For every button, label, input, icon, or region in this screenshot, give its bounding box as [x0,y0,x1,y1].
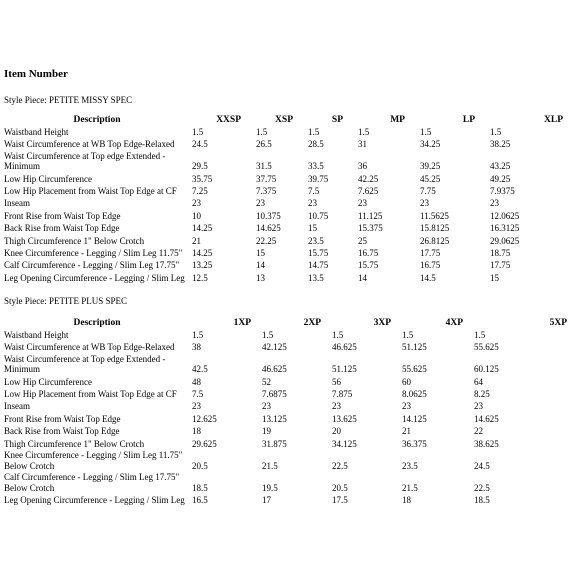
measurement-value: 16.3125 [490,223,520,234]
plus-style-piece-label: Style Piece: PETITE PLUS SPEC [4,296,128,306]
measurement-value: 7.25 [192,186,208,197]
table-row [3,400,577,412]
measurement-description: Inseam [4,401,30,412]
measurement-value: 33.5 [308,161,324,172]
measurement-value: 14.125 [402,413,427,424]
measurement-value: 13 [256,272,265,283]
measurement-value: 23 [490,198,499,209]
measurement-value: 10.75 [308,210,329,221]
measurement-value: 7.875 [332,389,353,400]
plus-table-body [3,328,577,506]
measurement-description: Thigh Circumference 1" Below Crotch [4,235,145,246]
measurement-value: 1.5 [192,126,204,137]
missy-spec-table [3,113,577,283]
description-column-header: Description [73,114,121,125]
measurement-description: Inseam [4,198,30,209]
measurement-value: 45.25 [420,173,441,184]
size-column-header: XXSP [216,114,241,125]
measurement-value: 22.5 [332,460,348,471]
table-row [3,353,577,375]
measurement-value: 23 [402,401,411,412]
measurement-value: 42.5 [192,364,208,375]
plus-spec-table [3,316,577,506]
measurement-value: 1.5 [332,329,344,340]
table-row [3,437,577,449]
table-row [3,387,577,399]
measurement-value: 7.9375 [490,186,515,197]
measurement-value: 23 [192,401,201,412]
measurement-value: 17.75 [490,260,511,271]
table-row [3,197,577,209]
measurement-value: 1.5 [256,126,268,137]
measurement-value: 16.75 [358,248,379,259]
measurement-value: 7.625 [358,186,379,197]
measurement-description: Knee Circumference - Legging / Slim Leg 11.75" [4,248,183,259]
table-row [3,328,577,340]
measurement-value: 18.75 [490,248,511,259]
measurement-value: 14.25 [192,223,213,234]
measurement-value: 21 [192,235,201,246]
size-column-header: MP [390,114,405,125]
measurement-value: 34.125 [332,438,357,449]
measurement-value: 21 [402,426,411,437]
table-row [3,137,577,149]
measurement-value: 23 [262,401,271,412]
size-column-header: SP [331,114,343,125]
measurement-description: Front Rise from Waist Top Edge [4,413,121,424]
size-column-header: 4XP [445,317,463,328]
table-row [3,449,577,471]
table-row [3,125,577,137]
measurement-value: 11.5625 [420,210,449,221]
missy-style-piece-label: Style Piece: PETITE MISSY SPEC [4,95,133,105]
measurement-value: 26.5 [256,139,272,150]
missy-header-row [3,113,577,125]
measurement-description: Waist Circumference at Top edge Extended - Minimum [4,150,166,172]
measurement-description: Waistband Height [4,329,69,340]
measurement-description: Thigh Circumference 1" Below Crotch [4,438,145,449]
measurement-value: 24.5 [192,139,208,150]
table-row [3,271,577,283]
measurement-description: Waist Circumference at Top edge Extended - Minimum [4,353,166,375]
measurement-value: 38.625 [474,438,499,449]
table-row [3,246,577,258]
measurement-value: 31.5 [256,161,272,172]
measurement-description: Leg Opening Circumference - Legging / Slim Leg [4,272,185,283]
measurement-value: 22.5 [474,482,490,493]
measurement-description: Low Hip Circumference [4,173,92,184]
measurement-value: 38.25 [490,139,511,150]
measurement-value: 10.375 [256,210,281,221]
measurement-description: Knee Circumference - Legging / Slim Leg 11.75" Below Crotch [4,450,183,471]
measurement-value: 60.125 [474,364,499,375]
measurement-value: 11.125 [358,210,383,221]
measurement-description: Waist Circumference at WB Top Edge-Relaxed [4,139,175,150]
measurement-value: 18 [192,426,201,437]
table-row [3,221,577,233]
measurement-value: 42.25 [358,173,379,184]
measurement-value: 23.5 [402,460,418,471]
table-row [3,493,577,505]
measurement-value: 38 [192,342,201,353]
measurement-value: 12.0625 [490,210,520,221]
measurement-value: 8.25 [474,389,490,400]
size-column-header: XLP [544,114,563,125]
size-column-header: 3XP [373,317,391,328]
measurement-value: 20.5 [192,460,208,471]
table-row [3,209,577,221]
measurement-value: 16.75 [420,260,441,271]
measurement-value: 25 [358,235,367,246]
measurement-value: 22 [474,426,483,437]
measurement-value: 1.5 [420,126,432,137]
measurement-value: 46.625 [332,342,357,353]
measurement-value: 37.75 [256,173,277,184]
item-number-heading: Item Number [4,68,68,80]
table-row [3,412,577,424]
measurement-value: 43.25 [490,161,511,172]
measurement-value: 64 [474,376,483,387]
size-column-header: 2XP [303,317,321,328]
measurement-value: 24.5 [474,460,490,471]
measurement-value: 15 [490,272,499,283]
measurement-description: Low Hip Circumference [4,376,92,387]
size-column-header: XSP [275,114,293,125]
measurement-value: 14.75 [308,260,329,271]
measurement-value: 14 [256,260,265,271]
measurement-value: 29.0625 [490,235,520,246]
missy-table-body [3,125,577,283]
measurement-description: Calf Circumference - Legging / Slim Leg 17.75" Below Crotch [4,472,180,493]
measurement-value: 13.125 [262,413,287,424]
measurement-value: 7.5 [308,186,320,197]
measurement-value: 55.625 [474,342,499,353]
measurement-value: 36.375 [402,438,427,449]
measurement-value: 1.5 [402,329,414,340]
measurement-description: Front Rise from Waist Top Edge [4,210,121,221]
measurement-value: 16.5 [192,495,208,506]
measurement-value: 39.25 [420,161,441,172]
description-column-header: Description [73,317,121,328]
measurement-value: 13.625 [332,413,357,424]
measurement-description: Waist Circumference at WB Top Edge-Relaxed [4,342,175,353]
measurement-value: 7.5 [192,389,204,400]
measurement-value: 12.5 [192,272,208,283]
measurement-value: 60 [402,376,411,387]
measurement-value: 56 [332,376,341,387]
measurement-value: 1.5 [308,126,320,137]
measurement-value: 52 [262,376,271,387]
measurement-value: 42.125 [262,342,287,353]
table-row [3,375,577,387]
measurement-value: 17 [262,495,271,506]
measurement-description: Waistband Height [4,126,69,137]
measurement-value: 1.5 [192,329,204,340]
measurement-value: 55.625 [402,364,427,375]
measurement-value: 14.5 [420,272,436,283]
measurement-value: 19 [262,426,271,437]
measurement-value: 1.5 [474,329,486,340]
plus-header-row [3,316,577,328]
measurement-value: 15 [256,248,265,259]
measurement-value: 23 [474,401,483,412]
table-row [3,259,577,271]
measurement-value: 14.625 [474,413,499,424]
measurement-value: 7.6875 [262,389,287,400]
measurement-value: 18.5 [192,482,208,493]
measurement-value: 1.5 [358,126,370,137]
measurement-description: Leg Opening Circumference - Legging / Slim Leg [4,495,185,506]
measurement-value: 39.75 [308,173,329,184]
measurement-value: 18 [402,495,411,506]
measurement-value: 20 [332,426,341,437]
measurement-value: 28.5 [308,139,324,150]
measurement-value: 48 [192,376,201,387]
measurement-value: 31.875 [262,438,287,449]
measurement-value: 1.5 [262,329,274,340]
table-row [3,424,577,436]
measurement-value: 23 [332,401,341,412]
measurement-value: 14 [358,272,367,283]
measurement-value: 15.8125 [420,223,450,234]
measurement-value: 23 [192,198,201,209]
measurement-description: Low Hip Placement from Waist Top Edge at CF [4,389,177,400]
measurement-description: Low Hip Placement from Waist Top Edge at CF [4,186,177,197]
measurement-value: 31 [358,139,367,150]
measurement-value: 34.25 [420,139,441,150]
measurement-value: 51.125 [402,342,427,353]
table-row [3,471,577,493]
measurement-value: 46.625 [262,364,287,375]
measurement-value: 13.25 [192,260,213,271]
measurement-value: 29.5 [192,161,208,172]
table-row [3,340,577,352]
table-row [3,172,577,184]
measurement-value: 1.5 [490,126,502,137]
measurement-value: 22.25 [256,235,277,246]
measurement-value: 7.75 [420,186,436,197]
measurement-value: 49.25 [490,173,511,184]
measurement-value: 20.5 [332,482,348,493]
measurement-value: 29.625 [192,438,217,449]
measurement-value: 23 [420,198,429,209]
measurement-value: 15 [308,223,317,234]
measurement-value: 14.25 [192,248,213,259]
measurement-value: 13.5 [308,272,324,283]
measurement-value: 23 [308,198,317,209]
measurement-value: 21.5 [402,482,418,493]
measurement-value: 35.75 [192,173,213,184]
measurement-value: 18.5 [474,495,490,506]
measurement-value: 17.75 [420,248,441,259]
measurement-value: 14.625 [256,223,281,234]
size-column-header: 1XP [233,317,251,328]
measurement-value: 51.125 [332,364,357,375]
measurement-value: 23 [256,198,265,209]
measurement-value: 23 [358,198,367,209]
measurement-value: 15.75 [358,260,379,271]
measurement-value: 19.5 [262,482,278,493]
table-row [3,150,577,172]
size-column-header: 5XP [549,317,567,328]
measurement-value: 8.0625 [402,389,427,400]
measurement-value: 7.375 [256,186,277,197]
measurement-value: 15.75 [308,248,329,259]
measurement-value: 15.375 [358,223,383,234]
size-column-header: LP [462,114,475,125]
measurement-value: 23.5 [308,235,324,246]
table-row [3,234,577,246]
measurement-value: 21.5 [262,460,278,471]
measurement-value: 10 [192,210,201,221]
table-row [3,184,577,196]
measurement-description: Back Rise from Waist Top Edge [4,426,120,437]
measurement-description: Back Rise from Waist Top Edge [4,223,120,234]
measurement-value: 17.5 [332,495,348,506]
measurement-value: 36 [358,161,367,172]
measurement-value: 26.8125 [420,235,450,246]
measurement-description: Calf Circumference - Legging / Slim Leg 17.75" [4,260,180,271]
measurement-value: 12.625 [192,413,217,424]
